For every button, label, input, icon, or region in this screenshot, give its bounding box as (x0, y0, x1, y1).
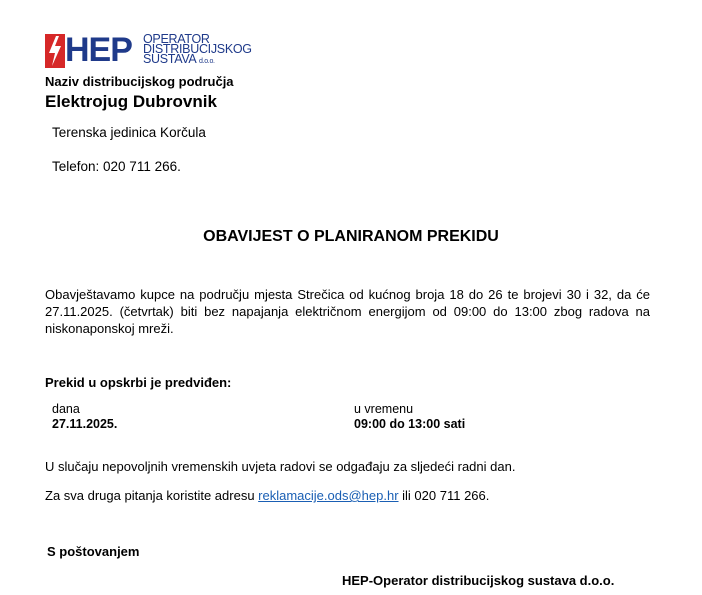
contact-suffix: ili 020 711 266. (398, 488, 490, 503)
contact-prefix: Za sva druga pitanja koristite adresu (45, 488, 259, 503)
document-title: OBAVIJEST O PLANIRANOM PREKIDU (203, 228, 499, 245)
weather-note: U slučaju nepovoljnih vremenskih uvjeta radovi se odgađaju za sljedeći radni dan. (45, 459, 516, 474)
logo-wordmark: OPERATOR DISTRIBUCIJSKOG SUSTAVA d.o.o. (143, 32, 252, 66)
area-name: Elektrojug Dubrovnik (45, 92, 217, 111)
time-label: u vremenu (354, 402, 414, 416)
notice-body: Obavještavamo kupce na području mjesta Strečica od kućnog broja 18 do 26 te brojevi 30 i 32, da će 27.11.2025. (četvrtak) biti bez napajanja električnom energijom od 09:00 do 13:00 zbog radova na niskonaponskoj mreži. (45, 287, 650, 336)
closing: S poštovanjem (47, 544, 140, 559)
hep-logo-icon (45, 34, 65, 68)
area-label: Naziv distribucijskog područja (45, 74, 234, 89)
outage-heading: Prekid u opskrbi je predviđen: (45, 375, 232, 390)
hep-logo (45, 31, 252, 73)
date-label: dana (52, 402, 80, 416)
phone-number: Telefon: 020 711 266. (52, 159, 181, 174)
logo-brand: HEP (65, 31, 132, 69)
company-signature: HEP-Operator distribucijskog sustava d.o.o. (342, 573, 615, 588)
time-value: 09:00 do 13:00 sati (354, 417, 466, 431)
date-value: 27.11.2025. (52, 417, 118, 431)
contact-line (45, 488, 489, 503)
field-unit: Terenska jedinica Korčula (52, 125, 206, 140)
email-link[interactable]: reklamacije.ods@hep.hr (258, 488, 399, 503)
